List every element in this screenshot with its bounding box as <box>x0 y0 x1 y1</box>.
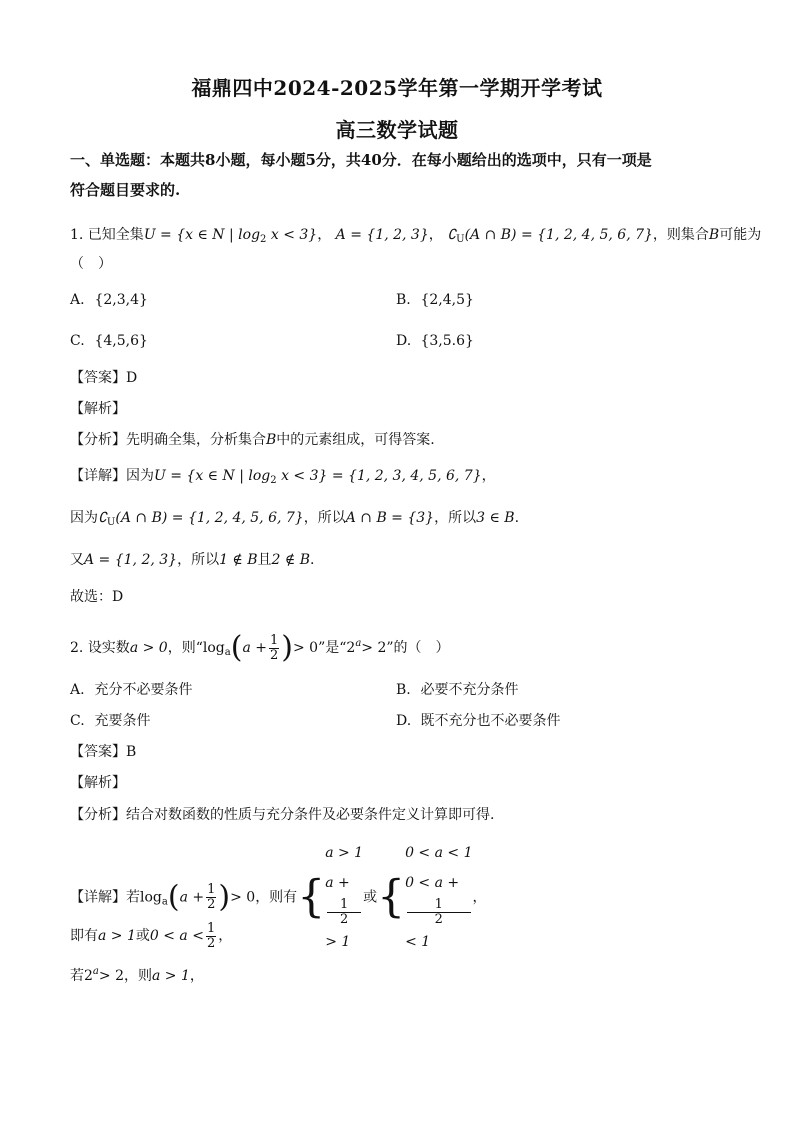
q2-xj3-e: a > 1 <box>151 968 190 984</box>
q1-xj2-h: . <box>514 510 520 526</box>
q2-system2 <box>405 838 472 957</box>
q1-xj2-g: 3 ∈ B <box>476 510 515 526</box>
q1-xj1-a: 因为 <box>126 468 154 484</box>
q1-stem-end2: 可能为 <box>719 227 762 243</box>
q1-xiangjie-tag: 【详解】 <box>70 468 126 484</box>
q1-choose: 故选：D <box>70 589 124 605</box>
q2-xj1-end: ， <box>472 889 487 906</box>
q2-xj3-b: 2 <box>84 968 93 984</box>
q1-option-b[interactable] <box>396 290 474 310</box>
q2-sys2-fraction <box>407 898 470 927</box>
exam-title: 福鼎四中2024-2025学年第一学期开学考试 <box>191 76 603 100</box>
q2-fenxi-tag: 【分析】 <box>70 807 126 823</box>
q1-complement <box>447 227 653 243</box>
q1-answer-tag: 【答案】 <box>70 370 126 386</box>
q1-option-a-text: {2,3,4} <box>94 292 148 308</box>
q2-xj1-b: ，则有 <box>255 889 298 906</box>
q2-option-d-text: 既不充分也不必要条件 <box>420 713 561 729</box>
q2-xj2-e: ， <box>218 928 233 944</box>
q2-or: 或 <box>363 889 378 906</box>
q2-stem-a: 设实数 <box>87 640 130 656</box>
q2-option-b[interactable] <box>396 680 518 700</box>
q2-sys1-line2 <box>325 868 363 957</box>
q2-xj3-f: ， <box>189 968 204 984</box>
q1-answer-value: D <box>126 370 138 386</box>
q1-stem-end: ，则集合 <box>652 227 709 243</box>
q1-analysis-tag: 【解析】 <box>70 401 126 417</box>
q2-sys1-frac-den: 2 <box>339 912 349 927</box>
q1-xj1-c: x < 3} = {1, 2, 3, 4, 5, 6, 7} <box>281 468 482 484</box>
q1-xj2-b: ∁ <box>98 510 107 526</box>
q1-stem <box>70 225 761 250</box>
q2-answer <box>70 742 136 762</box>
q1-option-b-label: B. <box>396 292 411 308</box>
q2-sys2-line2 <box>405 868 472 957</box>
q2-option-b-label: B. <box>396 682 411 698</box>
q2-xj1-log-base: a <box>161 896 168 908</box>
q2-stem-c: ”是“ <box>318 640 347 656</box>
q2-option-a-label: A. <box>70 682 85 698</box>
q1-stem-text: 已知全集 <box>87 227 144 243</box>
q2-xj3-d: ，则 <box>123 968 152 984</box>
q1-xj3-g: . <box>310 552 315 568</box>
q1-xj3-e: 且 <box>257 552 272 568</box>
q1-xj3-b: A = {1, 2, 3} <box>84 552 178 568</box>
q2-stem-pow-sup: a <box>355 638 362 649</box>
q2-fenxi-text: 结合对数函数的性质与充分条件及必要条件定义计算即可得. <box>126 807 495 823</box>
q1-option-c-text: {4,5,6} <box>94 333 148 349</box>
q2-stem-d: ”的（ ） <box>386 640 450 656</box>
q2-analysis-tag: 【解析】 <box>70 775 126 791</box>
q2-stem-b: ，则“ <box>167 640 203 656</box>
q1-xj2-a: 因为 <box>70 510 98 526</box>
q2-sys2-line2a: 0 < a + <box>405 875 460 891</box>
q2-number: 2. <box>70 640 84 656</box>
q2-xj2-b: a > 1 <box>98 928 136 944</box>
q1-xj3-d: 1 ∉ B <box>219 552 258 568</box>
q2-sys2-line1: 0 < a < 1 <box>405 845 473 861</box>
q2-sys1-line2a: a + <box>325 875 350 891</box>
q1-xj2-d: ，所以 <box>303 510 346 526</box>
q1-option-b-text: {2,4,5} <box>420 292 474 308</box>
q2-option-c-text: 充要条件 <box>94 713 151 729</box>
q2-xj3-sup: a <box>92 966 99 977</box>
q1-option-c[interactable] <box>70 331 148 351</box>
q1-xj2-f: ，所以 <box>434 510 477 526</box>
q1-xj1-math <box>154 468 482 484</box>
q1-complement-sub: U <box>456 234 465 245</box>
q2-sys1-line2b: > 1 <box>325 934 351 950</box>
q2-answer-tag: 【答案】 <box>70 744 126 760</box>
q2-stem-gt: > 0 <box>292 640 319 656</box>
q2-xj3-a: 若 <box>70 968 84 984</box>
q1-fenxi-tag: 【分析】 <box>70 432 126 448</box>
q1-xj1-d: ， <box>481 468 496 484</box>
q2-xj1-fraction <box>206 883 216 912</box>
q1-xj3-c: ，所以 <box>177 552 220 568</box>
q2-xj3-c: > 2 <box>98 968 124 984</box>
q2-sys1-frac-num: 1 <box>327 898 361 913</box>
q1-fenxi <box>70 430 435 450</box>
q1-paren: （ ） <box>70 256 112 272</box>
q2-stem-fraction <box>269 634 279 663</box>
q2-xiangjie-tag: 【详解】 <box>70 889 126 906</box>
q1-xj1-b: U = {x ∈ N | log <box>154 468 271 484</box>
q1-set-a: A = {1, 2, 3} <box>335 227 429 243</box>
q2-sys2-brace: { <box>377 871 406 923</box>
q1-sep: ， <box>317 227 332 243</box>
q2-xj2-d: 0 < a < <box>149 928 204 944</box>
q1-option-c-label: C. <box>70 333 85 349</box>
q2-xj1-a2: a + <box>179 889 205 906</box>
q1-universal-set <box>144 227 317 243</box>
q2-xj1-gt: > 0 <box>230 889 256 906</box>
q1-sep2: ， <box>428 227 443 243</box>
q1-number: 1. <box>70 227 84 243</box>
q2-sys2-line2b: < 1 <box>405 934 431 950</box>
q1-universal-set-a: U = {x ∈ N | log <box>143 227 261 243</box>
q2-xj1-log: log <box>140 889 162 906</box>
q1-xj3-f: 2 ∉ B <box>271 552 311 568</box>
q2-xj2-fraction <box>206 922 216 951</box>
q2-option-d-label: D. <box>396 713 412 729</box>
q2-xj2-c: 或 <box>135 928 150 944</box>
q1-fenxi-text: 先明确全集，分析集合 <box>126 432 266 448</box>
q1-xj2-c: (A ∩ B) = {1, 2, 4, 5, 6, 7} <box>115 510 304 526</box>
q2-stem-log: log <box>202 640 225 656</box>
q1-xj1-base: 2 <box>270 475 277 486</box>
q2-xj1-frac-den: 2 <box>207 897 216 912</box>
q2-stem-a2: a + <box>242 640 267 656</box>
q1-universal-set-b: x < 3} <box>270 227 318 243</box>
section-heading-line2: 符合题目要求的. <box>70 181 181 199</box>
q2-xj1-right-paren: ) <box>218 879 231 915</box>
q1-xj2-sub: U <box>106 517 116 528</box>
q1-option-d-text: {3,5.6} <box>420 333 474 349</box>
q1-log-base: 2 <box>260 234 267 245</box>
q2-xj1-left-paren: ( <box>167 879 180 915</box>
q1-option-d[interactable] <box>396 331 474 351</box>
q2-option-c-label: C. <box>70 713 85 729</box>
q1-option-d-label: D. <box>396 333 412 349</box>
q1-fenxi-b: B <box>266 432 277 448</box>
q2-xj2-a: 即有 <box>70 928 98 944</box>
q2-sys1-brace: { <box>297 871 326 923</box>
q2-option-c[interactable] <box>70 711 150 731</box>
q2-stem-cond: a > 0 <box>129 640 168 656</box>
q2-sys2-frac-den: 2 <box>434 912 443 927</box>
q2-xj1-a: 若 <box>126 889 140 906</box>
q1-xj2-e: A ∩ B = {3} <box>345 510 435 526</box>
q2-stem-log-base: a <box>224 647 231 658</box>
q1-xiangjie-line1 <box>70 466 496 491</box>
q2-option-a[interactable] <box>70 680 192 700</box>
q1-fenxi-text2: 中的元素组成，可得答案. <box>276 432 435 448</box>
q2-answer-value: B <box>126 744 137 760</box>
q2-right-paren: ) <box>281 630 293 665</box>
q1-option-a-label: A. <box>70 292 85 308</box>
q1-xiangjie-line2 <box>70 508 519 533</box>
q2-system1 <box>325 838 363 957</box>
q2-option-a-text: 充分不必要条件 <box>94 682 193 698</box>
q2-xj2-frac-num: 1 <box>206 920 216 936</box>
q2-xiangjie-line3 <box>70 962 204 986</box>
q2-stem-pow: 2 <box>346 640 356 656</box>
exam-subtitle: 高三数学试题 <box>335 118 459 142</box>
q2-xiangjie-line2 <box>70 920 232 952</box>
q1-xj3-a: 又 <box>70 552 84 568</box>
q2-frac-num: 1 <box>269 632 279 648</box>
q2-xj1-frac-num: 1 <box>207 882 216 897</box>
q2-sys1-fraction <box>327 898 361 927</box>
q2-stem <box>70 628 450 669</box>
q2-frac-den: 2 <box>269 647 279 663</box>
q2-sys1-line1: a > 1 <box>325 845 364 861</box>
q1-answer <box>70 368 137 388</box>
section-heading-line1: 一、单选题：本题共8小题，每小题5分，共40分．在每小题给出的选项中，只有一项是 <box>70 151 652 169</box>
q1-complement-symbol: ∁ <box>447 227 457 243</box>
q2-option-d[interactable] <box>396 711 560 731</box>
q2-left-paren: ( <box>230 630 243 665</box>
q2-option-b-text: 必要不充分条件 <box>420 682 519 698</box>
q2-sys2-frac-num: 1 <box>407 898 470 913</box>
q2-fenxi <box>70 805 494 825</box>
q1-xiangjie-line3 <box>70 550 314 570</box>
q1-set-b: B <box>708 227 720 243</box>
q1-xj2-math <box>98 510 304 526</box>
q2-stem-pow2: > 2 <box>361 640 387 656</box>
q2-xj2-frac-den: 2 <box>206 935 216 951</box>
q1-complement-expr: (A ∩ B) = {1, 2, 4, 5, 6, 7} <box>464 227 653 243</box>
q1-option-a[interactable] <box>70 290 148 310</box>
